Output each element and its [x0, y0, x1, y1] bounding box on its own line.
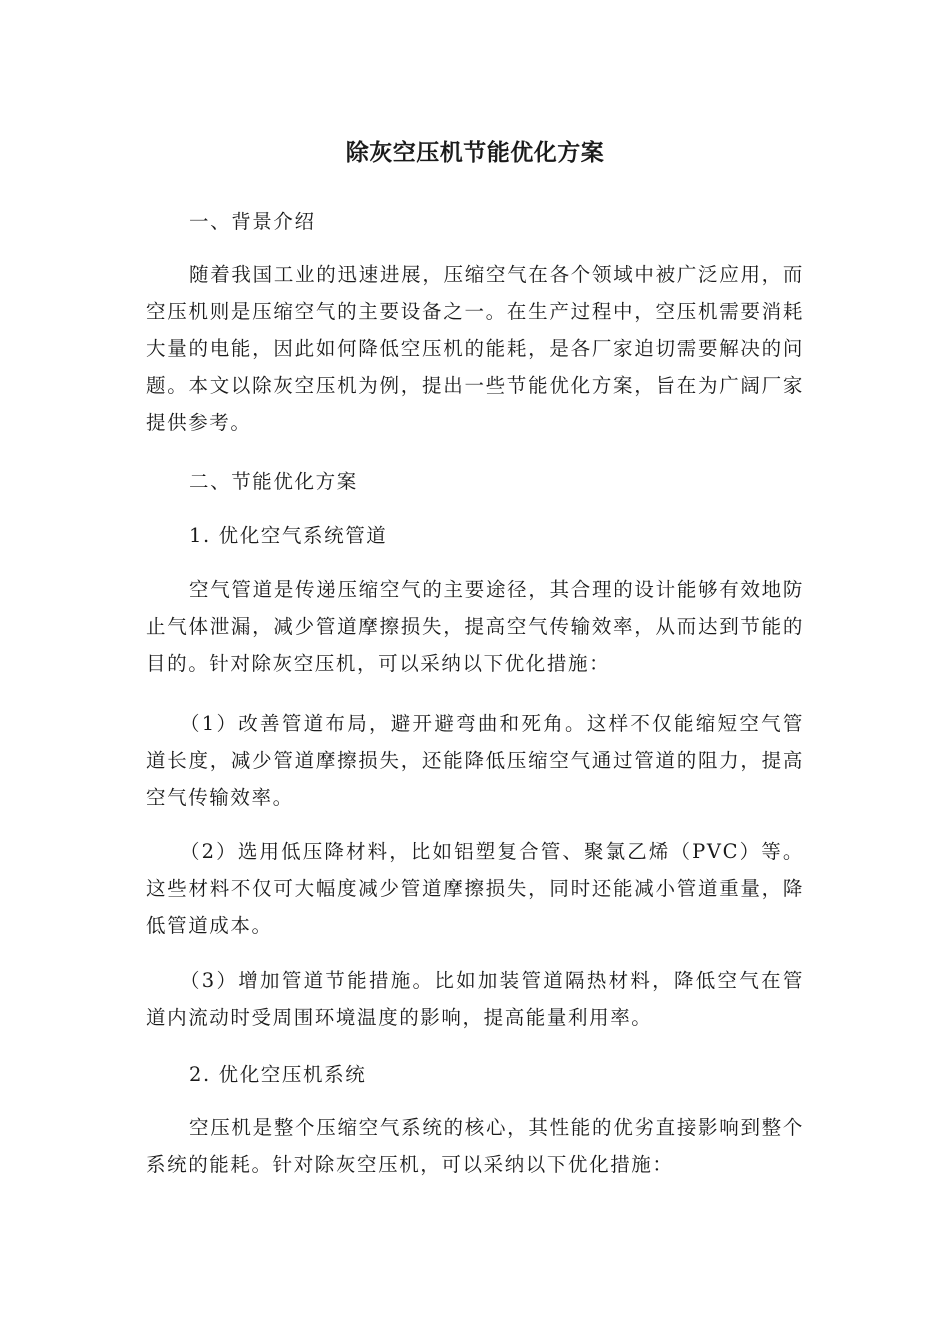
- paragraph-pipeline-intro: 空气管道是传递压缩空气的主要途径，其合理的设计能够有效地防止气体泄漏，减少管道摩擦损失，提高空气传输效率，从而达到节能的目的。针对除灰空压机，可以采纳以下优化措施：: [146, 578, 804, 675]
- list-item-pipeline-1: （1）改善管道布局，避开避弯曲和死角。这样不仅能缩短空气管道长度，减少管道摩擦损失，还能降低压缩空气通过管道的阻力，提高空气传输效率。: [146, 712, 804, 809]
- subsection-heading-compressor: 2. 优化空压机系统: [189, 1063, 367, 1086]
- subsection-heading-pipeline: 1. 优化空气系统管道: [189, 524, 388, 547]
- document-title: 除灰空压机节能优化方案: [345, 140, 605, 166]
- paragraph-background: 随着我国工业的迅速进展，压缩空气在各个领域中被广泛应用，而空压机则是压缩空气的主要设备之一。在生产过程中，空压机需要消耗大量的电能，因此如何降低空压机的能耗，是各厂家迫切需要解决的问题。本文以除灰空压机为例，提出一些节能优化方案，旨在为广阔厂家提供参考。: [146, 263, 804, 434]
- section-heading-background: 一、背景介绍: [189, 210, 316, 233]
- paragraph-compressor-intro: 空压机是整个压缩空气系统的核心，其性能的优劣直接影响到整个系统的能耗。针对除灰空压机，可以采纳以下优化措施：: [146, 1116, 804, 1176]
- section-heading-optimization: 二、节能优化方案: [189, 470, 358, 493]
- list-item-pipeline-3: （3）增加管道节能措施。比如加装管道隔热材料，降低空气在管道内流动时受周围环境温度的影响，提高能量利用率。: [146, 969, 804, 1029]
- list-item-pipeline-2: （2）选用低压降材料，比如铝塑复合管、聚氯乙烯（PVC）等。这些材料不仅可大幅度减少管道摩擦损失，同时还能减小管道重量，降低管道成本。: [146, 840, 804, 937]
